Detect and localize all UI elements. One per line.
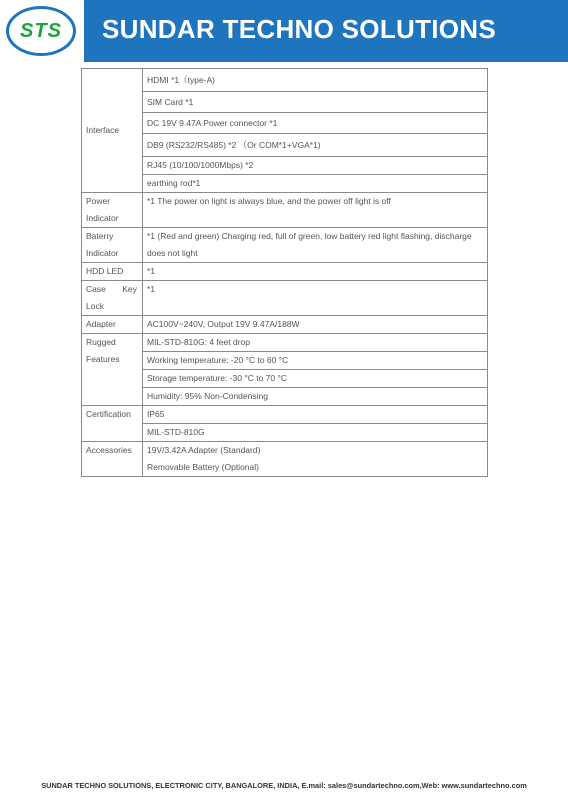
table-row	[82, 424, 488, 442]
rugged-storage-temp: Storage temperature: -30 °C to 70 °C	[143, 370, 488, 388]
interface-earthing: earthing rod*1	[143, 175, 488, 193]
rugged-drop: MIL-STD-810G: 4 feet drop	[143, 334, 488, 352]
table-row	[82, 69, 488, 92]
adapter-value: AC100V~240V, Output 19V 9.47A/188W	[143, 316, 488, 334]
accessories-label: Accessories	[82, 442, 143, 477]
hdd-led-label: HDD LED	[82, 263, 143, 281]
rugged-features-label-line2: Features	[86, 354, 120, 364]
interface-hdmi: HDMI *1（type-A)	[143, 69, 488, 92]
table-row	[82, 228, 488, 263]
interface-dc: DC 19V 9.47A Power connector *1	[143, 113, 488, 134]
certification-label: Certification	[82, 406, 143, 442]
table-row	[82, 281, 488, 316]
interface-db9: DB9 (RS232/RS485) *2 （Or COM*1+VGA*1)	[143, 134, 488, 157]
table-row	[82, 134, 488, 157]
case-key-lock-label-line1: Case Key	[86, 284, 137, 294]
table-row	[82, 442, 488, 477]
battery-indicator-label	[82, 228, 143, 263]
hdd-led-value: *1	[143, 263, 488, 281]
rugged-working-temp: Working temperature: -20 °C to 60 °C	[143, 352, 488, 370]
accessories-value-line1: 19V/3.42A Adapter (Standard)	[147, 445, 261, 455]
page-header	[0, 0, 568, 62]
table-row	[82, 193, 488, 228]
certification-mil: MIL-STD-810G	[143, 424, 488, 442]
table-row	[82, 406, 488, 424]
power-indicator-label-line2: Indicator	[86, 213, 119, 223]
battery-indicator-label-line2: Indicator	[86, 248, 119, 258]
spec-table	[81, 68, 488, 477]
table-row	[82, 92, 488, 113]
battery-indicator-label-line1: Baterry	[86, 231, 114, 241]
rugged-features-label-line1: Rugged	[86, 337, 116, 347]
interface-label: Interface	[82, 69, 143, 193]
certification-ip65: IP65	[143, 406, 488, 424]
table-row	[82, 316, 488, 334]
table-row	[82, 370, 488, 388]
adapter-label: Adapter	[82, 316, 143, 334]
power-indicator-label-line1: Power	[86, 196, 111, 206]
table-row	[82, 113, 488, 134]
logo-text: STS	[20, 19, 62, 42]
battery-indicator-value-line1: *1 (Red and green) Charging red, full of green, low battery red light flashing, discharge	[147, 231, 472, 241]
case-key-lock-value: *1	[143, 281, 488, 316]
power-indicator-label	[82, 193, 143, 228]
table-row	[82, 352, 488, 370]
table-row	[82, 175, 488, 193]
company-title: SUNDAR TECHNO SOLUTIONS	[102, 14, 497, 44]
table-row	[82, 157, 488, 175]
rugged-humidity: Humidity: 95% Non-Condensing	[143, 388, 488, 406]
company-logo	[6, 6, 76, 56]
page-footer: SUNDAR TECHNO SOLUTIONS, ELECTRONIC CITY, BANGALORE, INDIA, E.mail: sales@sundartechno.com,Web: www.sundartechno.com	[41, 781, 527, 790]
table-row	[82, 263, 488, 281]
case-key-lock-label-line2: Lock	[86, 301, 104, 311]
power-indicator-value: *1 The power on light is always blue, and the power off light is off	[143, 193, 488, 228]
case-key-lock-label	[82, 281, 143, 316]
accessories-value	[143, 442, 488, 477]
rugged-features-label	[82, 334, 143, 406]
table-row	[82, 388, 488, 406]
battery-indicator-value-line2: does not light	[147, 248, 198, 258]
battery-indicator-value	[143, 228, 488, 263]
interface-sim: SIM Card *1	[143, 92, 488, 113]
interface-rj45: RJ45 (10/100/1000Mbps) *2	[143, 157, 488, 175]
accessories-value-line2: Removable Battery (Optional)	[147, 462, 259, 472]
table-row	[82, 334, 488, 352]
